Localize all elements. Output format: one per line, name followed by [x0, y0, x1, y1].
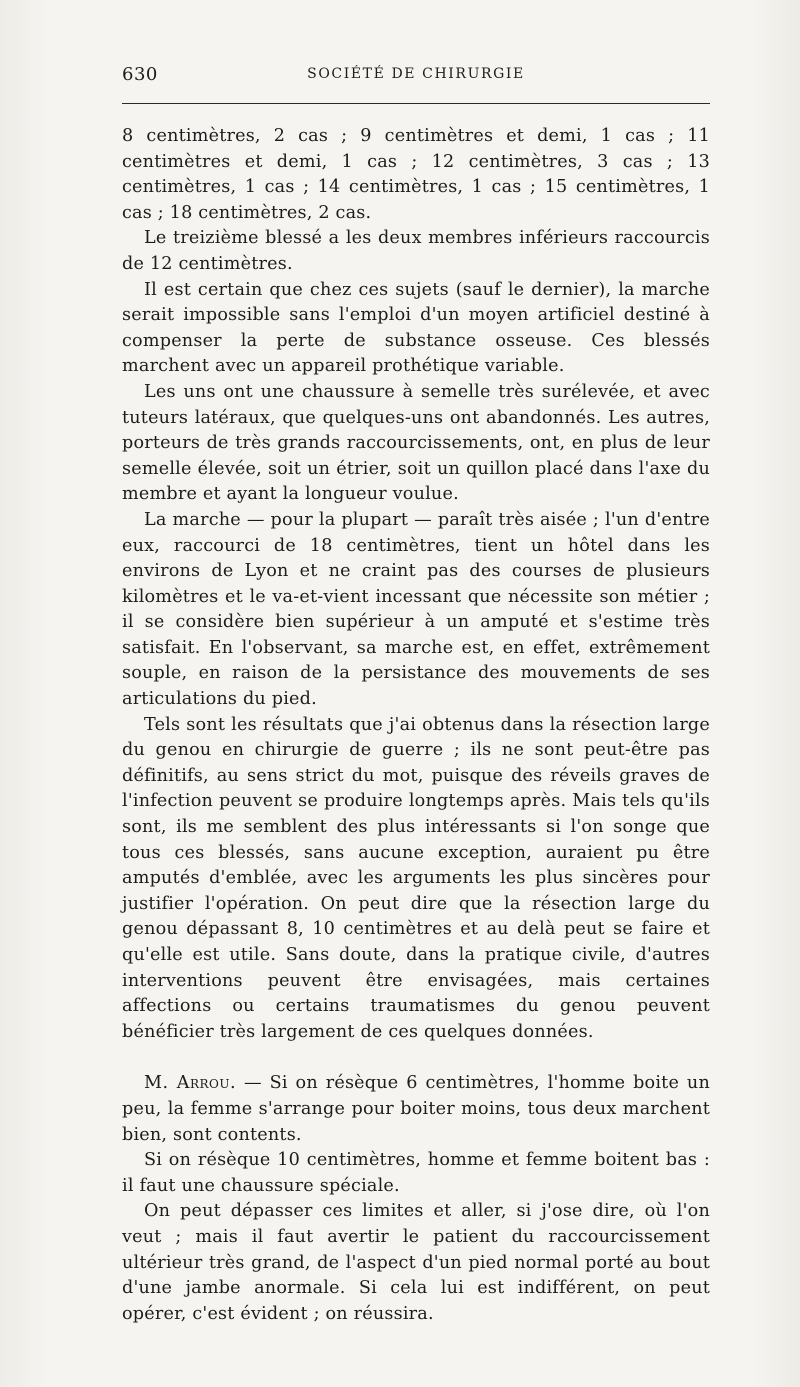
body-text [122, 124, 710, 1327]
paragraph: Le treizième blessé a les deux membres inférieurs raccourcis de 12 centimètres. [122, 228, 710, 274]
page-header [122, 60, 710, 94]
paragraph: Si on résèque 10 centimètres, homme et femme boitent bas : il faut une chaussure spéciale. [122, 1150, 710, 1196]
speech-paragraph [122, 1071, 710, 1148]
paragraph: La marche — pour la plupart — paraît très aisée ; l'un d'entre eux, raccourci de 18 centimètres, tient un hôtel dans les environs de Lyon et ne craint pas des courses de plusieurs kilomètres et le va-et-vient incessant que nécessite son métier ; il se considère bien supérieur à un amputé et s'estime très satisfait. En l'observant, sa marche est, en effet, extrêmement souple, en raison de la persistance des mouvements de ses articulations du pied. [122, 509, 710, 710]
paragraph: Il est certain que chez ces sujets (sauf le dernier), la marche serait impossible sans l'emploi d'un moyen artificiel destiné à compenser la perte de substance osseuse. Ces blessés marchent avec un appareil prothétique variable. [122, 279, 710, 377]
paragraph: On peut dépasser ces limites et aller, si j'ose dire, où l'on veut ; mais il faut avertir le patient du raccourcissement ultérieur très grand, de l'aspect d'un pied normal porté au bout d'une jambe anormale. Si cela lui est indifférent, on peut opérer, c'est évident ; on réussira. [122, 1201, 710, 1324]
speech-dash: — [236, 1073, 270, 1094]
speech-opening: Si on résèque 6 centimètres, l'homme boite un peu, la femme s'arrange pour boiter moins, tous deux marchent bien, sont contents. [122, 1073, 710, 1145]
page-number: 630 [122, 64, 158, 85]
header-rule [122, 103, 710, 104]
paragraph: Les uns ont une chaussure à semelle très surélevée, et avec tuteurs latéraux, que quelques-uns ont abandonnés. Les autres, porteurs de très grands raccourcissements, ont, en plus de leur semelle élevée, soit un étrier, soit un quillon placé dans l'axe du membre et ayant la longueur voulue. [122, 381, 710, 505]
running-title: SOCIÉTÉ DE CHIRURGIE [307, 66, 525, 82]
paragraph: 8 centimètres, 2 cas ; 9 centimètres et demi, 1 cas ; 11 centimètres et demi, 1 cas ; 12 centimètres, 3 cas ; 13 centimètres, 1 cas ; 14 centimètres, 1 cas ; 15 centimètres, 1 cas ; 18 centimètres, 2 cas. [122, 126, 710, 223]
speaker-name: M. Arrou. [144, 1073, 237, 1094]
paragraph: Tels sont les résultats que j'ai obtenus dans la résection large du genou en chirurgie de guerre ; ils ne sont peut-être pas définitifs, au sens strict du mot, puisque des réveils graves de l'infection peuvent se produire longtemps après. Mais tels qu'ils sont, ils me semblent des plus intéressants si l'on songe que tous ces blessés, sans aucune exception, auraient pu être amputés d'emblée, avec les arguments les plus sincères pour justifier l'opération. On peut dire que la résection large du genou dépassant 8, 10 centimètres et au delà peut se faire et qu'elle est utile. Sans doute, dans la pratique civile, d'autres interventions peuvent être envisagées, mais certaines affections ou certains traumatismes du genou peuvent bénéficier très largement de ces quelques données. [122, 714, 710, 1042]
